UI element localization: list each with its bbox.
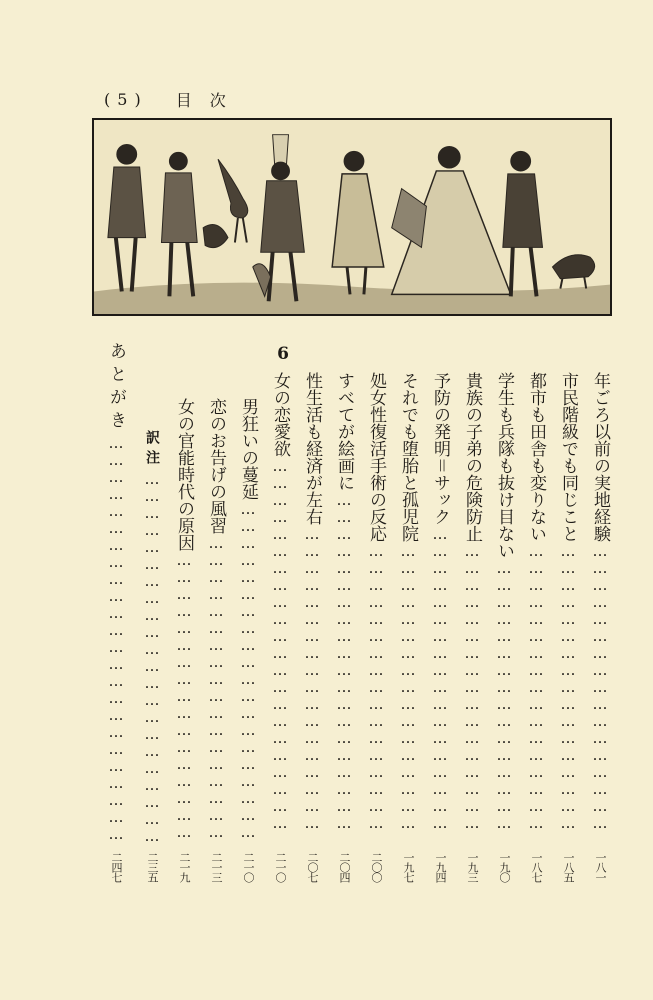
leader-dots: …………………………………………… <box>559 542 577 831</box>
page-number: 5 <box>117 90 129 109</box>
toc-entry[interactable] <box>299 372 325 831</box>
toc-entry[interactable] <box>171 398 197 840</box>
toc-entry[interactable] <box>331 372 357 831</box>
page-number-label <box>104 90 142 109</box>
leader-dots: ……………………………………………… <box>303 525 321 831</box>
leader-dots: …………………………………………… <box>591 542 609 831</box>
toc-entry[interactable] <box>203 398 229 840</box>
leader-dots: …………………………………………………… <box>239 500 257 840</box>
entry-title: 性生活も経済が左右 <box>302 372 322 525</box>
chapter-number: 6 <box>277 344 289 364</box>
page-ref: 一八五 <box>562 852 575 882</box>
entry-title: 年ごろ以前の実地経験 <box>590 372 610 542</box>
entry-title: 訳注 <box>144 430 160 470</box>
entry-title: 男狂いの蔓延 <box>238 398 258 500</box>
paren-open: ( <box>104 90 112 109</box>
leader-dots: …………………………………………………… <box>335 491 353 831</box>
entry-title: 都市も田舎も変りない <box>526 372 546 542</box>
page-header <box>104 88 227 111</box>
leader-dots: ………………………………………… <box>495 559 513 831</box>
leader-dots: …………………………………………… <box>175 551 193 840</box>
page-ref: 二一三 <box>210 852 223 882</box>
toc-entry[interactable] <box>267 372 293 831</box>
entry-title: 恋のお告げの風習 <box>206 398 226 534</box>
page-title: 目 次 <box>175 91 227 110</box>
toc-entry[interactable] <box>103 342 129 842</box>
page-ref: 一九〇 <box>498 852 511 882</box>
entry-title: 貴族の子弟の危険防止 <box>462 372 482 542</box>
page-ref: 一九七 <box>402 852 415 882</box>
entry-title: すべてが絵画に <box>334 372 354 491</box>
leader-dots: ……………………………………………………………… <box>107 434 125 842</box>
page-ref: 二〇七 <box>306 852 319 882</box>
entry-title: それでも堕胎と孤児院 <box>398 372 418 542</box>
toc-entry[interactable] <box>235 398 261 840</box>
toc-entry[interactable] <box>459 372 485 831</box>
entry-title: 女の恋愛欲 <box>270 372 290 457</box>
period-figures-icon <box>94 120 610 314</box>
entry-title: 市民階級でも同じこと <box>558 372 578 542</box>
page-ref: 二〇四 <box>338 852 351 882</box>
toc-entry[interactable] <box>139 430 165 844</box>
page-ref: 二三五 <box>146 852 159 882</box>
page-ref: 一八一 <box>594 852 607 882</box>
engraving-illustration <box>92 118 612 316</box>
toc-entry[interactable] <box>363 372 389 831</box>
toc-entry[interactable] <box>491 372 517 831</box>
toc-entry[interactable] <box>523 372 549 831</box>
page-ref: 一九三 <box>466 852 479 882</box>
entry-title: 女の官能時代の原因 <box>174 398 194 551</box>
leader-dots: ……………………………………………… <box>207 534 225 840</box>
entry-title: 処女性復活手術の反応 <box>366 372 386 542</box>
entry-title: あとがき <box>106 342 126 434</box>
entry-title: 予防の発明＝サック <box>430 372 450 525</box>
page-ref: 二一〇 <box>242 852 255 882</box>
leader-dots: …………………………………………… <box>367 542 385 831</box>
leader-dots: …………………………………………… <box>463 542 481 831</box>
toc-entry[interactable] <box>587 372 613 831</box>
leader-dots: …………………………………………… <box>399 542 417 831</box>
toc-entry[interactable] <box>555 372 581 831</box>
page-ref: 二四七 <box>110 852 123 882</box>
leader-dots: ………………………………………………………… <box>143 470 161 844</box>
page-ref: 二一九 <box>178 852 191 882</box>
toc-entry[interactable] <box>395 372 421 831</box>
page-ref: 一八七 <box>530 852 543 882</box>
page-ref: 二一〇 <box>274 852 287 882</box>
page-ref: 一九四 <box>434 852 447 882</box>
leader-dots: …………………………………………… <box>527 542 545 831</box>
page-numbers-row <box>0 852 653 892</box>
entry-title: 学生も兵隊も抜け目ない <box>494 372 514 559</box>
paren-close: ) <box>134 90 142 109</box>
page-ref: 二〇〇 <box>370 852 383 882</box>
toc-entry[interactable] <box>427 372 453 831</box>
leader-dots: ………………………………………………………… <box>271 457 289 831</box>
leader-dots: ……………………………………………… <box>431 525 449 831</box>
